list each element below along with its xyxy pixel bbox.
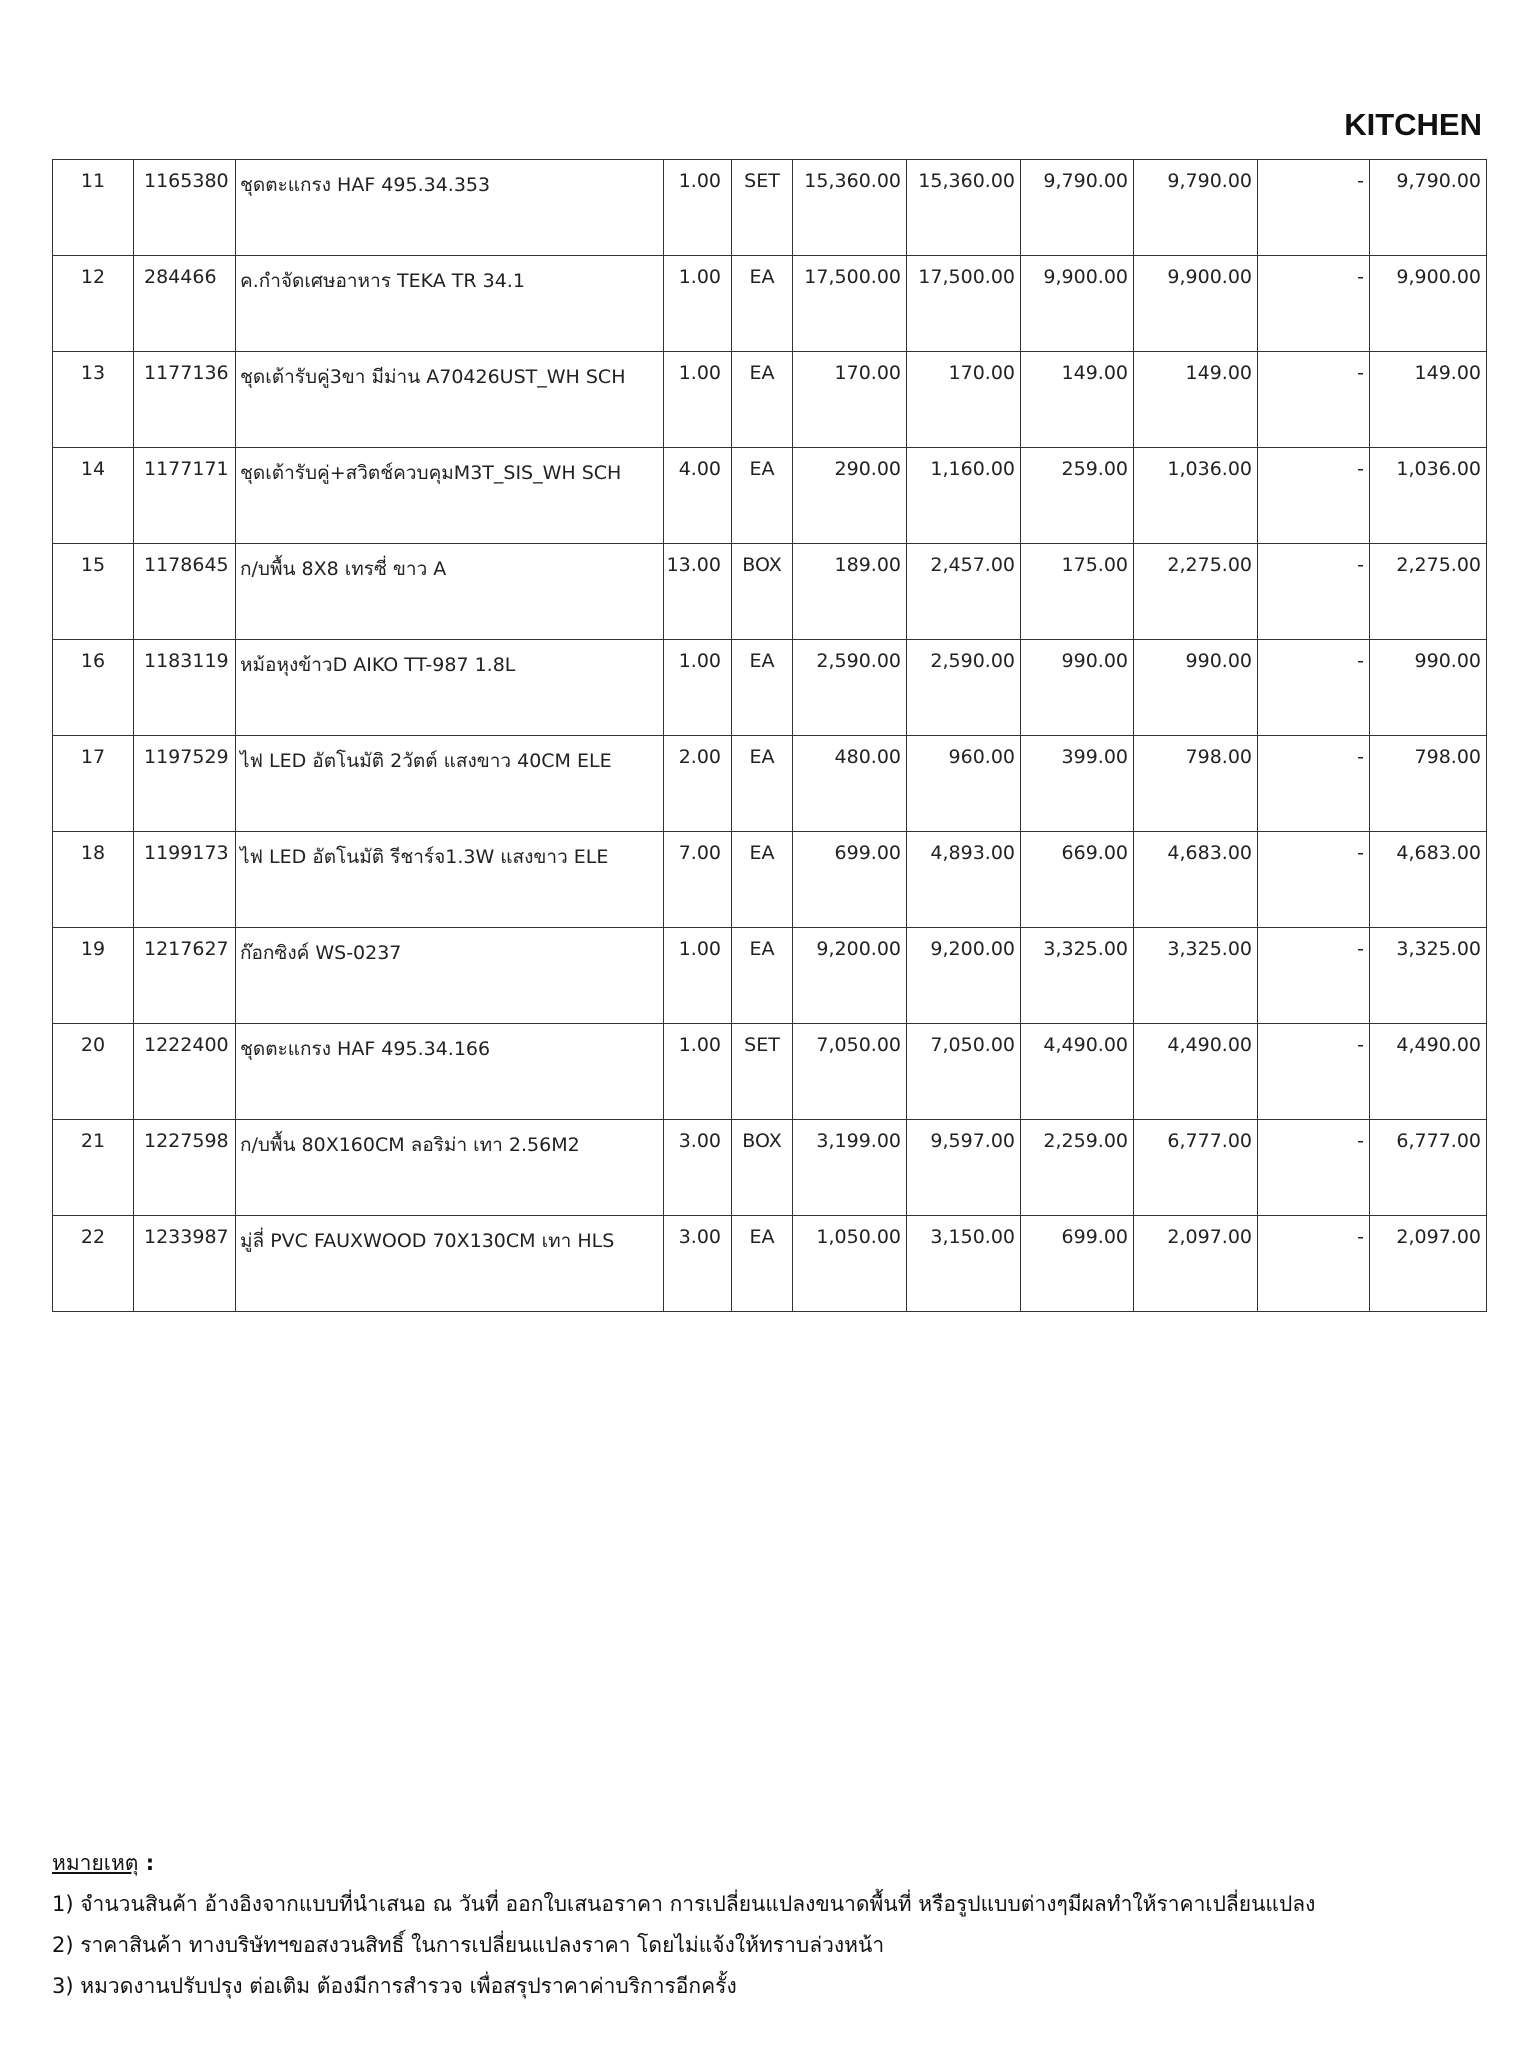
item-net-amount: 1,036.00	[1370, 448, 1487, 544]
item-unit-price: 480.00	[793, 736, 907, 832]
item-unit: EA	[732, 736, 793, 832]
item-description: ไฟ LED อัตโนมัติ 2วัตต์ แสงขาว 40CM ELE	[236, 736, 664, 832]
item-unit: EA	[732, 832, 793, 928]
item-number: 19	[53, 928, 134, 1024]
item-amount: 2,457.00	[907, 544, 1021, 640]
item-unit: SET	[732, 160, 793, 256]
item-unit: BOX	[732, 544, 793, 640]
item-code: 1222400	[134, 1024, 236, 1120]
item-special-amount: 149.00	[1134, 352, 1258, 448]
remarks-colon: :	[138, 1851, 155, 1875]
item-description: ชุดเต้ารับคู่3ขา มีม่าน A70426UST_WH SCH	[236, 352, 664, 448]
item-special-price: 699.00	[1021, 1216, 1134, 1312]
item-quantity: 1.00	[664, 1024, 732, 1120]
item-discount: -	[1258, 256, 1370, 352]
item-unit: BOX	[732, 1120, 793, 1216]
table-row	[53, 352, 1487, 448]
item-number: 18	[53, 832, 134, 928]
item-quantity: 3.00	[664, 1216, 732, 1312]
item-unit: SET	[732, 1024, 793, 1120]
item-amount: 170.00	[907, 352, 1021, 448]
item-number: 13	[53, 352, 134, 448]
item-unit: EA	[732, 256, 793, 352]
item-net-amount: 990.00	[1370, 640, 1487, 736]
item-discount: -	[1258, 352, 1370, 448]
item-special-amount: 4,683.00	[1134, 832, 1258, 928]
item-net-amount: 798.00	[1370, 736, 1487, 832]
item-special-price: 990.00	[1021, 640, 1134, 736]
table-row	[53, 1216, 1487, 1312]
item-code: 1227598	[134, 1120, 236, 1216]
item-quantity: 4.00	[664, 448, 732, 544]
item-amount: 9,200.00	[907, 928, 1021, 1024]
item-description: มู่ลี่ PVC FAUXWOOD 70X130CM เทา HLS	[236, 1216, 664, 1312]
item-unit: EA	[732, 928, 793, 1024]
item-code: 1178645	[134, 544, 236, 640]
item-discount: -	[1258, 160, 1370, 256]
item-discount: -	[1258, 1120, 1370, 1216]
item-number: 14	[53, 448, 134, 544]
item-special-amount: 2,097.00	[1134, 1216, 1258, 1312]
item-number: 12	[53, 256, 134, 352]
item-number: 15	[53, 544, 134, 640]
item-quantity: 3.00	[664, 1120, 732, 1216]
item-code: 284466	[134, 256, 236, 352]
item-unit: EA	[732, 640, 793, 736]
table-row	[53, 736, 1487, 832]
item-special-amount: 1,036.00	[1134, 448, 1258, 544]
item-special-amount: 6,777.00	[1134, 1120, 1258, 1216]
item-net-amount: 9,900.00	[1370, 256, 1487, 352]
remarks-heading	[52, 1843, 1315, 1884]
item-special-price: 9,790.00	[1021, 160, 1134, 256]
remarks-title: หมายเหตุ	[52, 1851, 139, 1875]
item-net-amount: 6,777.00	[1370, 1120, 1487, 1216]
item-special-amount: 9,900.00	[1134, 256, 1258, 352]
remark-line-3: 3) หมวดงานปรับปรุง ต่อเติม ต้องมีการสำรวจ เพื่อสรุปราคาค่าบริการอีกครั้ง	[52, 1974, 737, 1998]
item-discount: -	[1258, 1216, 1370, 1312]
item-amount: 17,500.00	[907, 256, 1021, 352]
item-description: หม้อหุงข้าวD AIKO TT-987 1.8L	[236, 640, 664, 736]
item-net-amount: 4,490.00	[1370, 1024, 1487, 1120]
item-unit-price: 3,199.00	[793, 1120, 907, 1216]
item-special-price: 149.00	[1021, 352, 1134, 448]
item-discount: -	[1258, 832, 1370, 928]
item-description: ชุดตะแกรง HAF 495.34.353	[236, 160, 664, 256]
item-amount: 2,590.00	[907, 640, 1021, 736]
item-number: 11	[53, 160, 134, 256]
item-code: 1183119	[134, 640, 236, 736]
item-special-price: 669.00	[1021, 832, 1134, 928]
item-description: ก/บพื้น 80X160CM ลอริม่า เทา 2.56M2	[236, 1120, 664, 1216]
item-special-price: 399.00	[1021, 736, 1134, 832]
item-discount: -	[1258, 640, 1370, 736]
item-special-amount: 3,325.00	[1134, 928, 1258, 1024]
item-code: 1217627	[134, 928, 236, 1024]
table-row	[53, 928, 1487, 1024]
item-discount: -	[1258, 1024, 1370, 1120]
item-special-amount: 2,275.00	[1134, 544, 1258, 640]
table-row	[53, 256, 1487, 352]
remark-line-2: 2) ราคาสินค้า ทางบริษัทฯขอสงวนสิทธิ์ ในการเปลี่ยนแปลงราคา โดยไม่แจ้งให้ทราบล่วงหน้า	[52, 1933, 885, 1957]
item-number: 21	[53, 1120, 134, 1216]
table-row	[53, 1120, 1487, 1216]
table-row	[53, 832, 1487, 928]
item-quantity: 7.00	[664, 832, 732, 928]
item-unit: EA	[732, 1216, 793, 1312]
item-special-price: 3,325.00	[1021, 928, 1134, 1024]
item-quantity: 1.00	[664, 640, 732, 736]
item-net-amount: 149.00	[1370, 352, 1487, 448]
item-special-amount: 4,490.00	[1134, 1024, 1258, 1120]
item-amount: 15,360.00	[907, 160, 1021, 256]
item-amount: 4,893.00	[907, 832, 1021, 928]
remarks	[52, 1843, 1315, 2007]
item-unit-price: 17,500.00	[793, 256, 907, 352]
table-row	[53, 544, 1487, 640]
item-net-amount: 4,683.00	[1370, 832, 1487, 928]
item-special-price: 9,900.00	[1021, 256, 1134, 352]
item-special-amount: 9,790.00	[1134, 160, 1258, 256]
item-net-amount: 2,097.00	[1370, 1216, 1487, 1312]
item-unit-price: 699.00	[793, 832, 907, 928]
item-special-amount: 990.00	[1134, 640, 1258, 736]
table-row	[53, 160, 1487, 256]
item-number: 20	[53, 1024, 134, 1120]
item-net-amount: 9,790.00	[1370, 160, 1487, 256]
item-unit-price: 170.00	[793, 352, 907, 448]
section-title: KITCHEN	[1344, 107, 1482, 142]
item-unit-price: 290.00	[793, 448, 907, 544]
item-code: 1233987	[134, 1216, 236, 1312]
item-unit-price: 9,200.00	[793, 928, 907, 1024]
table-row	[53, 448, 1487, 544]
item-code: 1197529	[134, 736, 236, 832]
item-quantity: 1.00	[664, 160, 732, 256]
item-description: ชุดเต้ารับคู่+สวิตช์ควบคุมM3T_SIS_WH SCH	[236, 448, 664, 544]
item-code: 1177171	[134, 448, 236, 544]
item-special-amount: 798.00	[1134, 736, 1258, 832]
table-row	[53, 1024, 1487, 1120]
item-description: ก๊อกซิงค์ WS-0237	[236, 928, 664, 1024]
item-amount: 960.00	[907, 736, 1021, 832]
item-quantity: 1.00	[664, 928, 732, 1024]
item-special-price: 175.00	[1021, 544, 1134, 640]
item-quantity: 1.00	[664, 256, 732, 352]
item-amount: 9,597.00	[907, 1120, 1021, 1216]
item-unit-price: 189.00	[793, 544, 907, 640]
item-code: 1199173	[134, 832, 236, 928]
item-number: 16	[53, 640, 134, 736]
item-description: ไฟ LED อัตโนมัติ รีชาร์จ1.3W แสงขาว ELE	[236, 832, 664, 928]
item-quantity: 13.00	[664, 544, 732, 640]
item-unit: EA	[732, 448, 793, 544]
item-discount: -	[1258, 736, 1370, 832]
item-quantity: 1.00	[664, 352, 732, 448]
item-number: 22	[53, 1216, 134, 1312]
item-special-price: 4,490.00	[1021, 1024, 1134, 1120]
item-description: ก/บพื้น 8X8 เทรซี่ ขาว A	[236, 544, 664, 640]
item-code: 1165380	[134, 160, 236, 256]
item-net-amount: 2,275.00	[1370, 544, 1487, 640]
item-net-amount: 3,325.00	[1370, 928, 1487, 1024]
item-special-price: 2,259.00	[1021, 1120, 1134, 1216]
items-body	[53, 160, 1487, 1312]
item-unit-price: 1,050.00	[793, 1216, 907, 1312]
items-table	[52, 159, 1487, 1312]
item-discount: -	[1258, 928, 1370, 1024]
item-unit-price: 2,590.00	[793, 640, 907, 736]
item-discount: -	[1258, 448, 1370, 544]
item-unit-price: 15,360.00	[793, 160, 907, 256]
table-row	[53, 640, 1487, 736]
item-quantity: 2.00	[664, 736, 732, 832]
item-discount: -	[1258, 544, 1370, 640]
item-unit: EA	[732, 352, 793, 448]
item-code: 1177136	[134, 352, 236, 448]
item-unit-price: 7,050.00	[793, 1024, 907, 1120]
item-amount: 1,160.00	[907, 448, 1021, 544]
item-amount: 7,050.00	[907, 1024, 1021, 1120]
item-description: ชุดตะแกรง HAF 495.34.166	[236, 1024, 664, 1120]
item-amount: 3,150.00	[907, 1216, 1021, 1312]
item-number: 17	[53, 736, 134, 832]
item-special-price: 259.00	[1021, 448, 1134, 544]
remark-line-1: 1) จำนวนสินค้า อ้างอิงจากแบบที่นำเสนอ ณ วันที่ ออกใบเสนอราคา การเปลี่ยนแปลงขนาดพื้นที่ หรือรูปแบบต่างๆมีผลทำให้ราคาเปลี่ยนแปลง	[52, 1892, 1316, 1916]
item-description: ค.กำจัดเศษอาหาร TEKA TR 34.1	[236, 256, 664, 352]
